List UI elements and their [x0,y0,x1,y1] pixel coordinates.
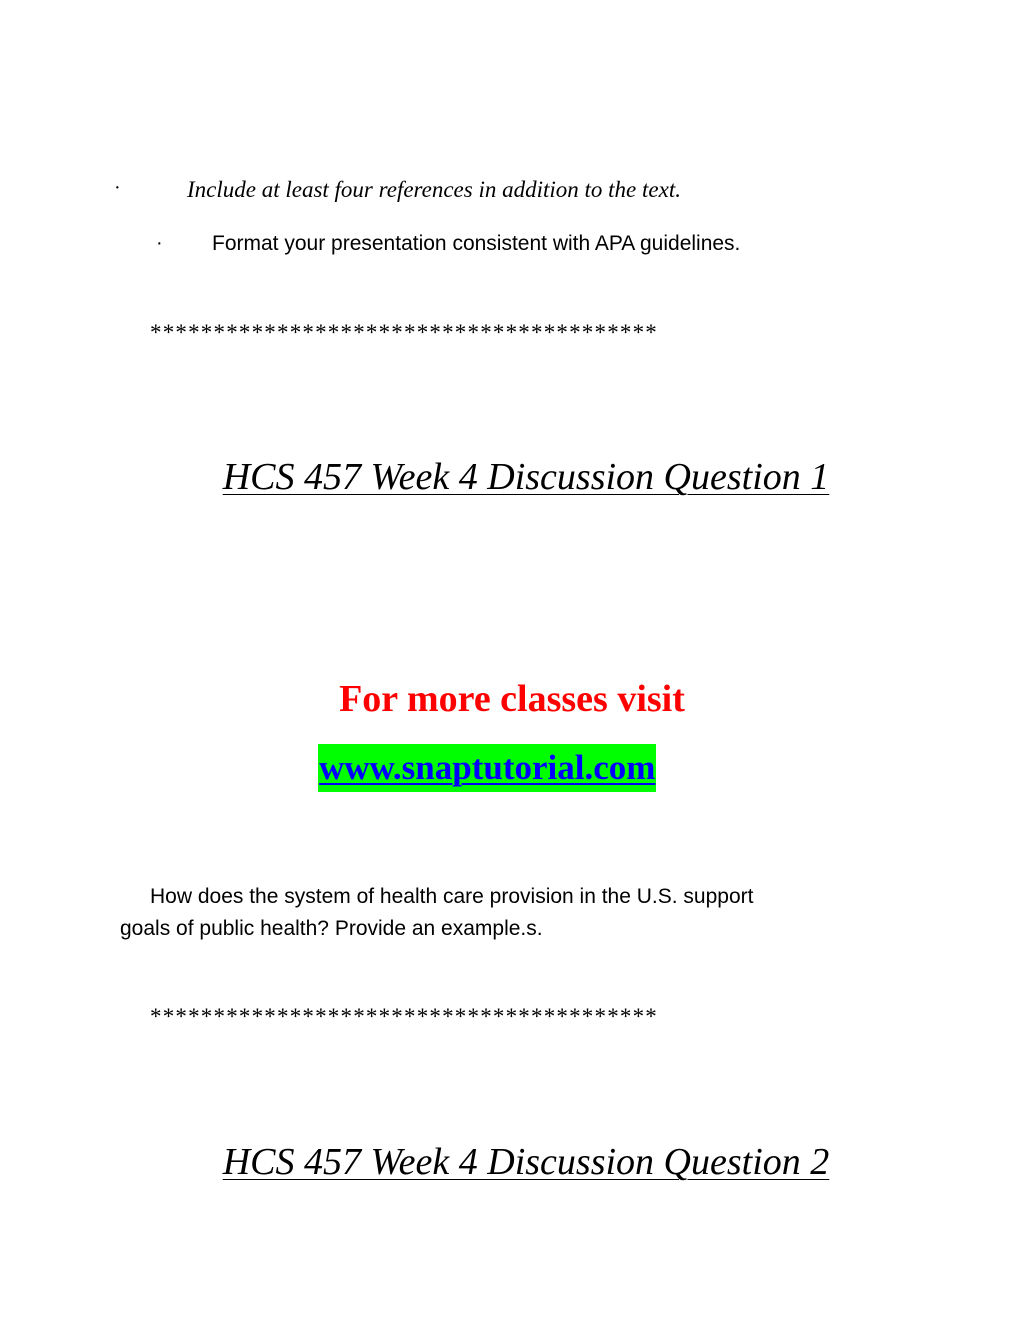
separator-stars: **************************************** [150,1004,658,1029]
bullet-marker: · [156,232,163,254]
bullet-marker: · [114,177,121,199]
question-text-line-1: How does the system of health care provision in the U.S. support [150,885,754,908]
promo-text: For more classes visit [339,678,685,720]
bullet-item-references: Include at least four references in addition to the text. [187,177,681,202]
snaptutorial-link[interactable]: www.snaptutorial.com [319,748,656,787]
heading-question-1-text: HCS 457 Week 4 Discussion Question 1 [222,456,830,498]
promo-link-highlight [318,744,656,792]
heading-question-2 [14,1140,1024,1184]
bullet-item-apa-format: Format your presentation consistent with APA guidelines. [212,232,741,255]
heading-question-1 [14,455,1024,499]
heading-question-2-text: HCS 457 Week 4 Discussion Question 2 [222,1141,830,1183]
question-text-line-2: goals of public health? Provide an example.s. [120,917,543,940]
separator-stars: **************************************** [150,320,658,345]
